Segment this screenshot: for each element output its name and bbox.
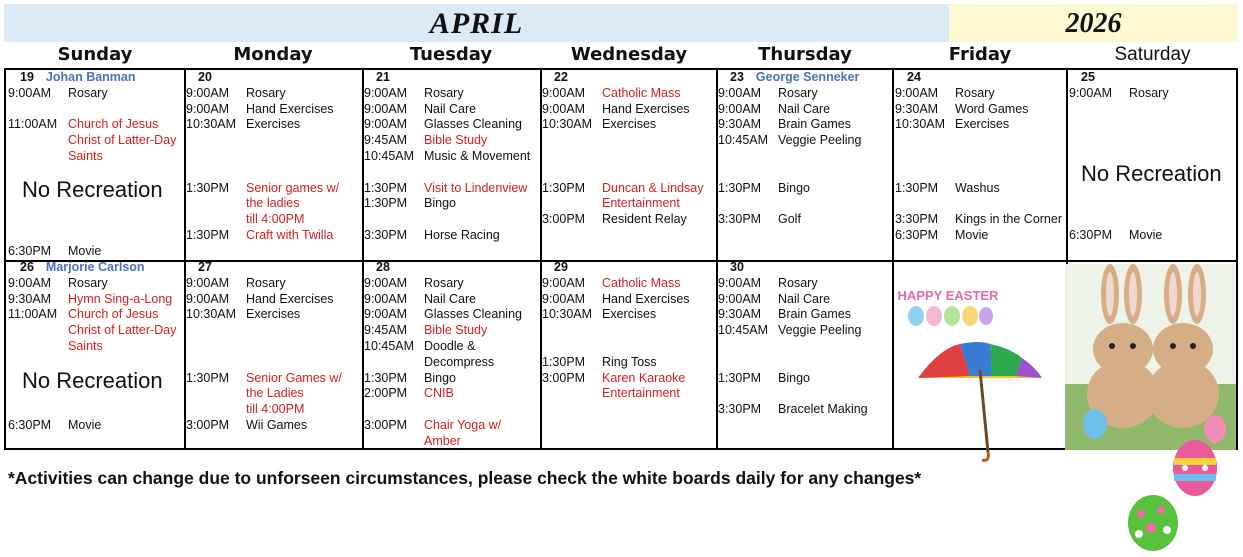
birthday-name: Johan Banman — [45, 70, 136, 84]
event-label: Senior games w/ the ladies till 4:00PM — [246, 180, 340, 227]
event-label: Ring Toss — [602, 354, 657, 369]
event-time: 3:30PM — [364, 228, 408, 242]
event-label: Exercises — [602, 117, 657, 132]
no-recreation-notice: No Recreation — [22, 176, 163, 202]
event-time: 9:45AM — [364, 323, 408, 338]
event-label: Rosary — [1129, 85, 1169, 100]
event-label: Music & Movement — [424, 149, 531, 163]
day-header-wednesday: Wednesday — [570, 44, 688, 65]
event-time: 6:30PM — [1069, 228, 1113, 242]
event-label: Washus — [955, 180, 1000, 195]
event-row — [364, 307, 522, 323]
event-row — [718, 181, 810, 197]
event-row — [364, 418, 501, 450]
event-label: Rosary — [246, 275, 286, 290]
event-time: 1:30PM — [186, 370, 230, 385]
event-label: Wii Games — [246, 418, 308, 432]
bunnies-icon — [1065, 264, 1236, 450]
event-row — [718, 133, 861, 149]
event-label: Bingo — [778, 180, 810, 195]
event-time: 9:30AM — [895, 101, 939, 116]
event-label: Rosary — [68, 85, 108, 100]
event-row — [895, 102, 1028, 118]
event-label: Veggie Peeling — [778, 133, 862, 148]
event-label: Brain Games — [778, 117, 851, 132]
umbrella-art — [910, 340, 1050, 465]
event-row — [718, 307, 851, 323]
event-time: 10:30AM — [542, 117, 593, 132]
event-row — [542, 181, 703, 213]
event-row — [364, 228, 500, 244]
event-label: Glasses Cleaning — [424, 117, 522, 132]
event-time: 9:00AM — [718, 291, 762, 306]
event-time: 3:30PM — [718, 402, 762, 417]
event-time: 1:30PM — [186, 228, 230, 242]
event-time: 3:00PM — [186, 418, 230, 432]
event-row — [364, 86, 464, 102]
event-row — [895, 117, 1009, 133]
event-label: Bible Study — [424, 133, 488, 148]
event-time: 1:30PM — [718, 370, 762, 385]
event-label: Hand Exercises — [602, 291, 690, 306]
date-number: 26 — [20, 260, 34, 274]
event-label: Veggie Peeling — [778, 323, 862, 338]
event-row — [364, 181, 527, 197]
event-label: Bingo — [778, 370, 810, 385]
event-row — [186, 307, 300, 323]
event-label: Visit to Lindenview — [424, 180, 528, 195]
event-row — [542, 212, 687, 228]
event-time: 9:00AM — [186, 291, 230, 306]
event-row — [364, 117, 522, 133]
event-label: Resident Relay — [602, 212, 687, 227]
event-row — [895, 212, 1062, 228]
event-row — [8, 117, 176, 164]
event-time: 9:45AM — [364, 133, 408, 148]
date-number: 19 — [20, 70, 34, 84]
event-time: 9:30AM — [8, 291, 52, 306]
event-label: Horse Racing — [424, 228, 500, 242]
easter-egg-icon — [1123, 492, 1183, 552]
event-label: Doodle & Decompress — [424, 339, 495, 369]
event-row — [186, 292, 334, 308]
date-number: 24 — [907, 70, 921, 84]
event-time: 9:00AM — [364, 117, 408, 132]
event-time: 9:00AM — [718, 275, 762, 290]
grid-line — [892, 70, 894, 448]
event-row — [542, 355, 657, 371]
event-label: Hymn Sing-a-Long — [68, 291, 173, 306]
event-row — [718, 117, 851, 133]
event-row — [186, 102, 334, 118]
event-label: Rosary — [778, 85, 818, 100]
event-row — [8, 244, 101, 260]
event-row — [895, 228, 988, 244]
event-time: 10:30AM — [186, 117, 237, 132]
event-label: Hand Exercises — [246, 291, 334, 306]
event-row — [718, 292, 830, 308]
event-row — [718, 212, 801, 228]
event-time: 1:30PM — [542, 354, 586, 369]
event-row — [364, 323, 487, 339]
easter-art-text: HAPPY EASTER — [898, 288, 998, 303]
date-number: 30 — [730, 260, 744, 274]
no-recreation-notice: No Recreation — [1081, 161, 1222, 187]
event-label: Rosary — [424, 85, 464, 100]
event-row — [8, 307, 176, 354]
event-row — [186, 418, 307, 434]
event-row — [8, 418, 101, 434]
event-row — [186, 181, 339, 228]
event-label: Church of Jesus Christ of Latter-Day Saints — [68, 117, 177, 163]
event-time: 1:30PM — [186, 180, 230, 195]
event-label: Exercises — [955, 117, 1010, 132]
event-label: Duncan & Lindsay Entertainment — [602, 180, 704, 211]
event-time: 9:00AM — [542, 85, 586, 100]
date-number: 20 — [198, 70, 212, 84]
event-label: Rosary — [955, 85, 995, 100]
event-label: Exercises — [246, 307, 301, 322]
event-time: 11:00AM — [8, 117, 58, 132]
day-header-saturday: Saturday — [1114, 44, 1191, 65]
event-time: 9:00AM — [186, 101, 230, 116]
date-number: 27 — [198, 260, 212, 274]
event-time: 1:30PM — [364, 370, 408, 385]
event-row — [542, 276, 681, 292]
event-time: 9:30AM — [718, 307, 762, 322]
event-row — [364, 339, 494, 371]
bunnies-art — [1065, 264, 1236, 450]
event-row — [1069, 228, 1162, 244]
event-label: Exercises — [602, 307, 657, 322]
event-row — [186, 117, 300, 133]
event-time: 3:00PM — [542, 370, 586, 385]
event-time: 10:30AM — [542, 307, 593, 322]
day-header-thursday: Thursday — [758, 44, 852, 65]
event-time: 2:00PM — [364, 386, 408, 401]
event-label: Hand Exercises — [602, 101, 690, 116]
event-label: Bingo — [424, 196, 456, 211]
event-label: Bracelet Making — [778, 402, 868, 417]
event-label: Movie — [68, 418, 102, 432]
event-time: 9:00AM — [718, 101, 762, 116]
event-row — [186, 371, 342, 418]
event-time: 9:00AM — [364, 101, 408, 116]
event-time: 9:00AM — [542, 291, 586, 306]
event-label: Exercises — [246, 117, 301, 132]
event-label: Nail Care — [424, 101, 477, 116]
day-header-tuesday: Tuesday — [409, 44, 493, 65]
event-label: Catholic Mass — [602, 85, 681, 100]
date-number: 29 — [554, 260, 568, 274]
event-time: 9:30AM — [718, 117, 762, 132]
event-time: 6:30PM — [895, 228, 939, 242]
event-time: 6:30PM — [8, 243, 52, 258]
event-row — [718, 276, 818, 292]
event-time: 9:00AM — [364, 85, 408, 100]
event-time: 11:00AM — [8, 307, 58, 322]
event-row — [542, 307, 656, 323]
event-label: Craft with Twilla — [246, 228, 334, 242]
event-time: 3:00PM — [542, 212, 586, 227]
event-time: 9:00AM — [364, 291, 408, 306]
event-time: 9:00AM — [1069, 85, 1113, 100]
event-row — [364, 276, 464, 292]
event-label: Hand Exercises — [246, 101, 334, 116]
footer-note: *Activities can change due to unforseen circumstances, please check the white boards daily for any changes* — [8, 468, 922, 488]
event-time: 1:30PM — [718, 180, 762, 195]
grid-line — [6, 260, 1236, 262]
event-row — [542, 371, 685, 403]
event-row — [542, 117, 656, 133]
event-label: Nail Care — [778, 291, 831, 306]
event-time: 9:00AM — [8, 275, 52, 290]
event-time: 10:30AM — [186, 307, 237, 322]
event-time: 9:00AM — [186, 85, 230, 100]
event-row — [8, 292, 172, 308]
event-label: Rosary — [246, 85, 286, 100]
event-label: Bingo — [424, 370, 456, 385]
date-number: 25 — [1081, 70, 1095, 84]
event-row — [8, 86, 108, 102]
event-label: Kings in the Corner — [955, 212, 1063, 227]
event-label: Movie — [68, 243, 102, 258]
event-time: 6:30PM — [8, 418, 52, 432]
event-label: Bible Study — [424, 323, 488, 338]
event-row — [895, 181, 1000, 197]
day-header-friday: Friday — [948, 44, 1012, 65]
umbrella-icon — [910, 340, 1050, 465]
event-time: 9:00AM — [718, 85, 762, 100]
event-row — [542, 86, 681, 102]
event-row — [895, 86, 995, 102]
event-label: Rosary — [424, 275, 464, 290]
event-label: Word Games — [955, 101, 1029, 116]
event-row — [1069, 86, 1169, 102]
easter-egg-icon — [1170, 438, 1220, 498]
event-row — [186, 276, 286, 292]
event-label: Movie — [955, 228, 989, 242]
event-time: 1:30PM — [895, 180, 939, 195]
birthday-name: Marjorie Carlson — [45, 260, 145, 274]
event-label: Rosary — [68, 275, 108, 290]
event-label: Nail Care — [424, 291, 477, 306]
event-row — [186, 86, 286, 102]
event-time: 9:00AM — [542, 101, 586, 116]
event-time: 9:00AM — [542, 275, 586, 290]
event-label: Senior Games w/ the Ladies till 4:00PM — [246, 370, 342, 417]
event-row — [186, 228, 333, 244]
event-time: 3:30PM — [895, 212, 939, 227]
event-label: CNIB — [424, 386, 454, 401]
event-row — [718, 102, 830, 118]
event-time: 9:00AM — [8, 85, 52, 100]
event-time: 9:00AM — [895, 85, 939, 100]
event-row — [718, 323, 861, 339]
event-label: Catholic Mass — [602, 275, 681, 290]
event-time: 3:00PM — [364, 418, 408, 432]
event-label: Chair Yoga w/ Amber — [424, 418, 502, 448]
event-row — [364, 196, 456, 212]
event-time: 10:30AM — [895, 117, 946, 132]
event-label: Nail Care — [778, 101, 831, 116]
day-header-sunday: Sunday — [57, 44, 133, 65]
event-label: Rosary — [778, 275, 818, 290]
year-title: 2026 — [1065, 8, 1122, 39]
event-row — [542, 292, 690, 308]
event-time: 1:30PM — [542, 180, 586, 195]
event-label: Golf — [778, 212, 801, 227]
event-row — [364, 292, 476, 308]
day-header-monday: Monday — [233, 44, 313, 65]
event-time: 3:30PM — [718, 212, 762, 227]
event-row — [364, 133, 487, 149]
birthday-name: George Senneker — [755, 70, 860, 84]
event-row — [364, 102, 476, 118]
event-row — [542, 102, 690, 118]
event-row — [718, 371, 810, 387]
event-row — [718, 86, 818, 102]
event-label: Church of Jesus Christ of Latter-Day Saints — [68, 307, 177, 353]
month-title: APRIL — [429, 7, 524, 40]
event-row — [364, 386, 454, 402]
date-number: 23 — [730, 70, 744, 84]
event-time: 9:00AM — [186, 275, 230, 290]
event-time: 10:45AM — [364, 149, 415, 163]
event-time: 9:00AM — [364, 307, 408, 322]
event-label: Karen Karaoke Entertainment — [602, 370, 686, 401]
event-time: 10:45AM — [364, 339, 415, 353]
date-number: 22 — [554, 70, 568, 84]
event-row — [364, 149, 530, 165]
date-number: 21 — [376, 70, 390, 84]
event-label: Movie — [1129, 228, 1163, 242]
event-time: 10:45AM — [718, 133, 769, 148]
date-number: 28 — [376, 260, 390, 274]
event-row — [8, 276, 108, 292]
event-time: 10:45AM — [718, 323, 769, 338]
event-time: 1:30PM — [364, 180, 408, 195]
event-row — [718, 402, 868, 418]
event-label: Glasses Cleaning — [424, 307, 522, 322]
event-time: 9:00AM — [364, 275, 408, 290]
event-time: 1:30PM — [364, 196, 408, 211]
event-row — [364, 371, 456, 387]
event-label: Brain Games — [778, 307, 851, 322]
no-recreation-notice: No Recreation — [22, 368, 163, 394]
